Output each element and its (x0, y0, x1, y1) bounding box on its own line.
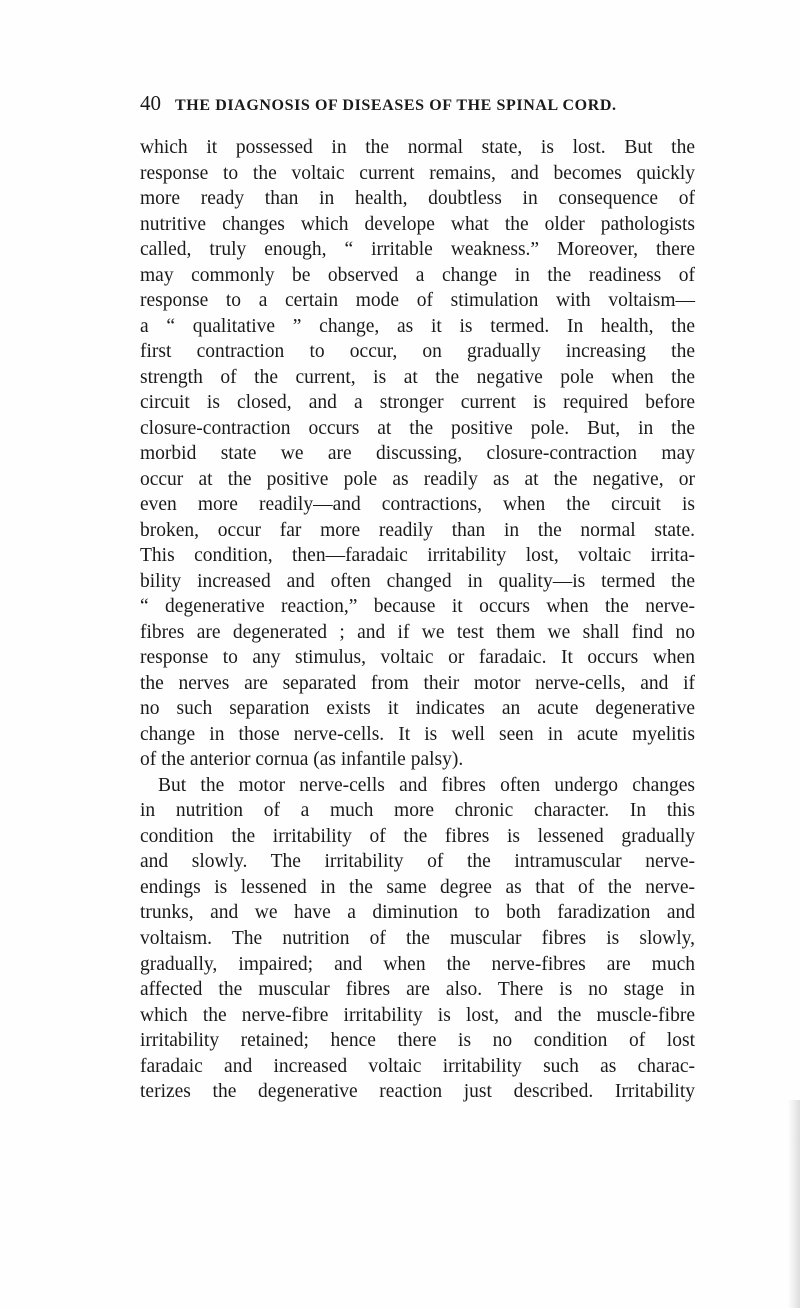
text-line: But the motor nerve-cells and fibres often undergo changes (158, 774, 695, 796)
text-line: endings is lessened in the same degree as that of the nerve- (140, 876, 695, 898)
text-line: nutritive changes which develope what the older pathologists (140, 213, 695, 235)
running-head-title: THE DIAGNOSIS OF DISEASES OF THE SPINAL CORD. (175, 97, 617, 114)
text-line: fibres are degenerated ; and if we test them we shall find no (140, 621, 695, 643)
page-edge-shadow (788, 1100, 800, 1308)
text-line: which the nerve-fibre irritability is lost, and the muscle-fibre (140, 1004, 695, 1026)
text-line: may commonly be observed a change in the readiness of (140, 264, 695, 286)
text-line: and slowly. The irritability of the intramuscular nerve- (140, 851, 695, 873)
text-line: response to any stimulus, voltaic or faradaic. It occurs when (140, 647, 695, 669)
text-line: closure-contraction occurs at the positive pole. But, in the (140, 417, 695, 439)
text-line: faradaic and increased voltaic irritability such as charac- (140, 1055, 695, 1077)
text-line: a “ qualitative ” change, as it is termed. In health, the (140, 315, 695, 337)
text-line: occur at the positive pole as readily as at the negative, or (140, 468, 695, 490)
text-line: the nerves are separated from their motor nerve-cells, and if (140, 672, 695, 694)
text-line: response to a certain mode of stimulation with voltaism— (140, 290, 695, 312)
text-line: morbid state we are discussing, closure-contraction may (140, 443, 695, 465)
text-line: circuit is closed, and a stronger current is required before (140, 392, 695, 414)
text-line: more ready than in health, doubtless in consequence of (140, 188, 695, 210)
page-number: 40 (140, 91, 161, 115)
text-line: change in those nerve-cells. It is well seen in acute myelitis (140, 723, 695, 745)
text-line: in nutrition of a much more chronic character. In this (140, 800, 695, 822)
text-line: affected the muscular fibres are also. There is no stage in (140, 979, 695, 1001)
text-line: irritability retained; hence there is no condition of lost (140, 1030, 695, 1052)
text-line: broken, occur far more readily than in the normal state. (140, 519, 695, 541)
text-line: even more readily—and contractions, when the circuit is (140, 494, 695, 516)
text-line: This condition, then—faradaic irritability lost, voltaic irrita- (140, 545, 695, 567)
text-line: “ degenerative reaction,” because it occurs when the nerve- (140, 596, 695, 618)
text-line: called, truly enough, “ irritable weakness.” Moreover, there (140, 239, 695, 261)
body-text (140, 135, 695, 1105)
text-line: first contraction to occur, on gradually increasing the (140, 341, 695, 363)
text-line: condition the irritability of the fibres is lessened gradually (140, 825, 695, 847)
text-line: which it possessed in the normal state, is lost. But the (140, 137, 695, 158)
text-line: of the anterior cornua (as infantile palsy). (140, 749, 464, 771)
text-line: gradually, impaired; and when the nerve-fibres are much (140, 953, 695, 975)
text-line: strength of the current, is at the negative pole when the (140, 366, 695, 388)
text-line: terizes the degenerative reaction just described. Irritability (140, 1081, 695, 1103)
text-line: response to the voltaic current remains, and becomes quickly (140, 162, 695, 184)
text-line: trunks, and we have a diminution to both faradization and (140, 902, 695, 924)
text-line: no such separation exists it indicates an acute degenerative (140, 698, 695, 720)
text-line: voltaism. The nutrition of the muscular fibres is slowly, (140, 927, 695, 949)
running-head (140, 91, 700, 121)
text-line: bility increased and often changed in quality—is termed the (140, 570, 695, 592)
